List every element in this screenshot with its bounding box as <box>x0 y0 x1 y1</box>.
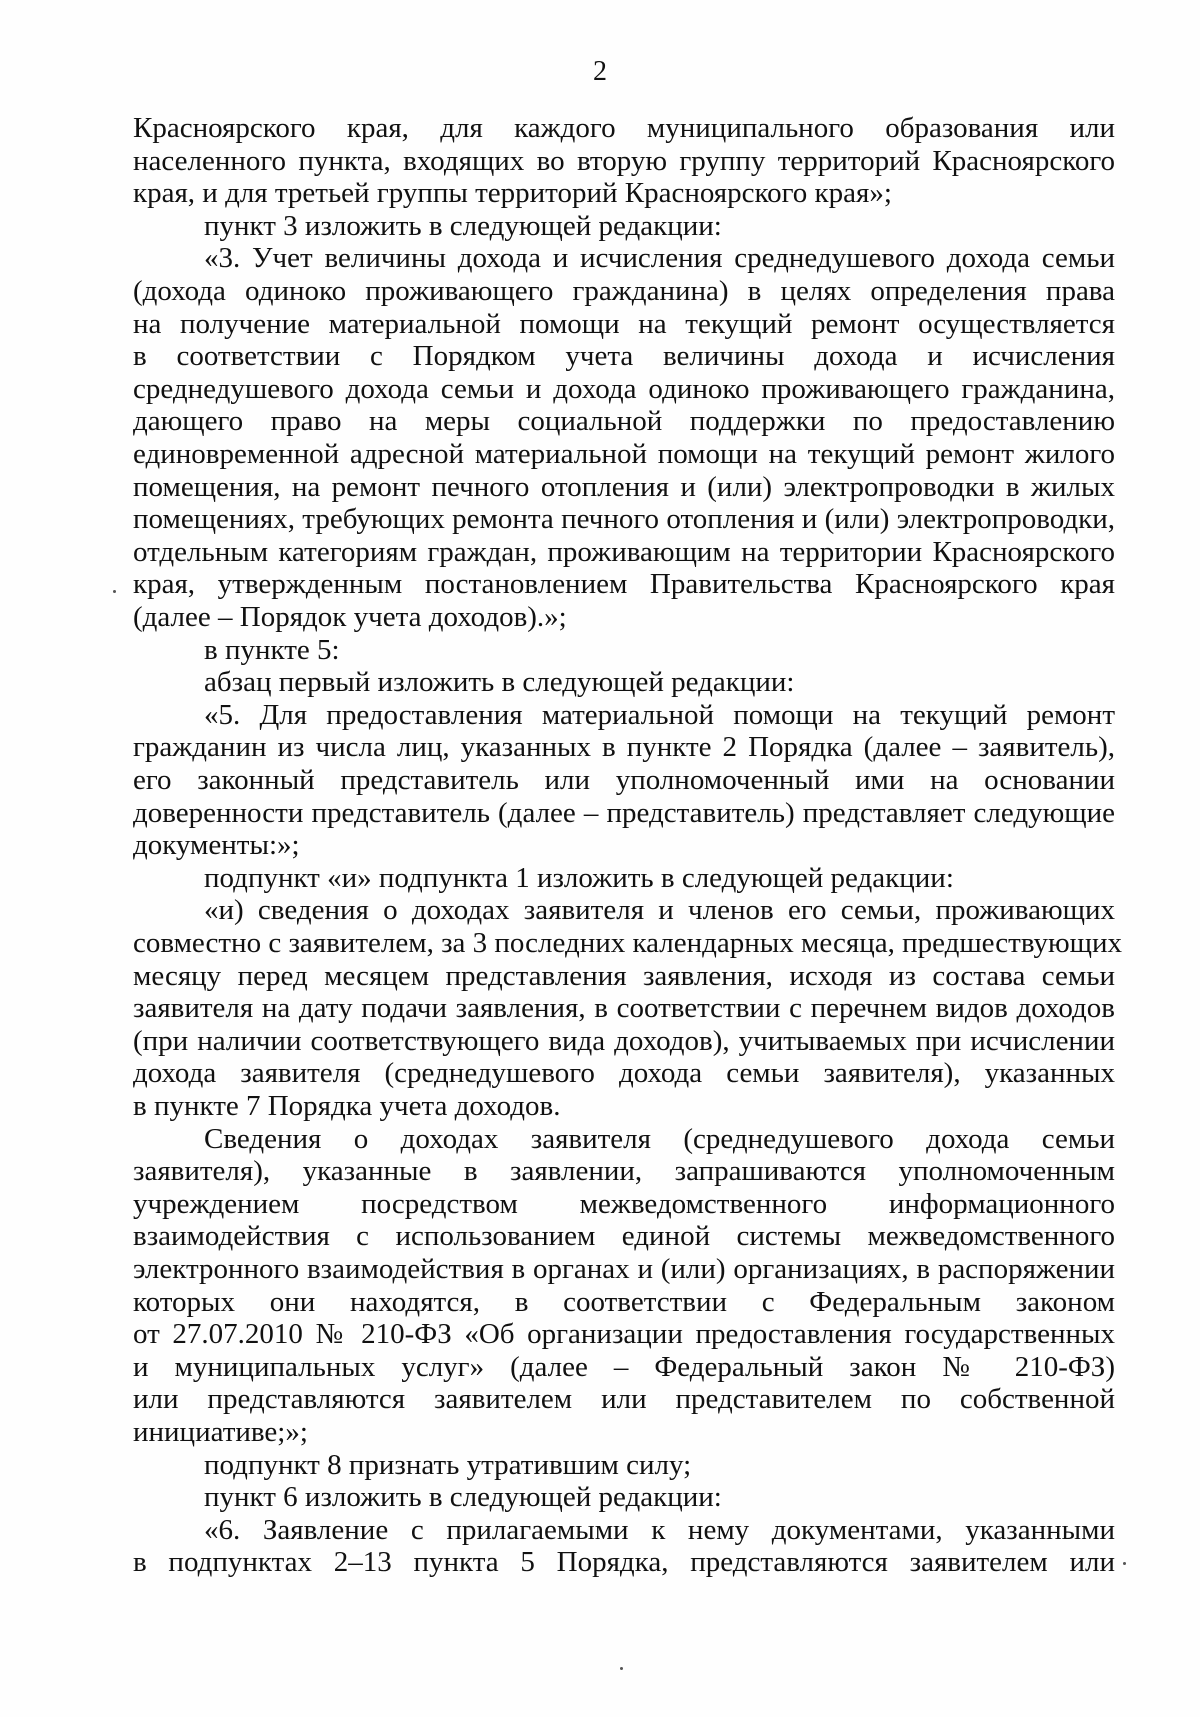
text-line: совместно с заявителем, за 3 последних календарных месяца, предшествующих <box>133 927 1123 959</box>
text-line: и муниципальных услуг» (далее – Федеральный закон № 210-ФЗ) <box>133 1350 1115 1383</box>
text-line: «и) сведения о доходах заявителя и членов его семьи, проживающих <box>204 894 1115 927</box>
text-line: «6. Заявление с прилагаемыми к нему документами, указанными <box>204 1513 1115 1546</box>
text-line: пункт 3 изложить в следующей редакции: <box>204 209 722 242</box>
text-line: документы:»; <box>133 829 300 862</box>
text-line: пункт 6 изложить в следующей редакции: <box>204 1481 722 1514</box>
text-line: заявителя на дату подачи заявления, в соответствии с перечнем видов доходов <box>133 992 1115 1025</box>
text-line: «3. Учет величины дохода и исчисления среднедушевого дохода семьи <box>204 242 1115 275</box>
text-line: от 27.07.2010 № 210-ФЗ «Об организации предоставления государственных <box>133 1318 1115 1351</box>
scan-speck <box>1123 1562 1126 1565</box>
text-line: единовременной адресной материальной помощи на текущий ремонт жилого <box>133 438 1115 470</box>
text-line: дающего право на меры социальной поддержки по предоставлению <box>133 405 1115 438</box>
text-line: которых они находятся, в соответствии с Федеральным законом <box>133 1285 1115 1318</box>
text-line: подпункт 8 признать утратившим силу; <box>204 1448 692 1481</box>
text-line: заявителя), указанные в заявлении, запрашиваются уполномоченным <box>133 1155 1115 1188</box>
text-line: Красноярского края, для каждого муниципального образования или <box>133 112 1115 144</box>
text-line: в пункте 7 Порядка учета доходов. <box>133 1090 561 1122</box>
text-line: подпункт «и» подпункта 1 изложить в следующей редакции: <box>204 861 954 894</box>
text-line: гражданин из числа лиц, указанных в пункте 2 Порядка (далее – заявитель), <box>133 731 1115 764</box>
text-line: (при наличии соответствующего вида доходов), учитываемых при исчислении <box>133 1024 1115 1057</box>
text-line: электронного взаимодействия в органах и (или) организациях, в распоряжении <box>133 1253 1115 1285</box>
text-line: в соответствии с Порядком учета величины дохода и исчисления <box>133 340 1115 373</box>
text-line: помещениях, требующих ремонта печного отопления и (или) электропроводки, <box>133 503 1115 536</box>
page-number: 2 <box>593 56 607 87</box>
text-line: «5. Для предоставления материальной помощи на текущий ремонт <box>204 698 1115 731</box>
text-line: в пункте 5: <box>204 633 340 666</box>
text-line: края, утвержденным постановлением Правительства Красноярского края <box>133 568 1115 601</box>
text-line: его законный представитель или уполномоченный ими на основании <box>133 764 1115 796</box>
text-line: края, и для третьей группы территорий Красноярского края»; <box>133 177 892 210</box>
text-line: инициативе;»; <box>133 1416 308 1448</box>
text-line: помещения, на ремонт печного отопления и (или) электропроводки в жилых <box>133 470 1115 503</box>
text-line: дохода заявителя (среднедушевого дохода семьи заявителя), указанных <box>133 1057 1115 1090</box>
text-line: в подпунктах 2–13 пункта 5 Порядка, представляются заявителем или <box>133 1546 1115 1579</box>
text-line: Сведения о доходах заявителя (среднедушевого дохода семьи <box>204 1122 1115 1155</box>
text-line: отдельным категориям граждан, проживающим на территории Красноярского <box>133 535 1115 568</box>
scan-speck <box>620 1667 623 1670</box>
text-line: доверенности представитель (далее – представитель) представляет следующие <box>133 796 1115 829</box>
text-line: месяцу перед месяцем представления заявления, исходя из состава семьи <box>133 959 1115 992</box>
text-line: на получение материальной помощи на текущий ремонт осуществляется <box>133 307 1115 340</box>
text-line: населенного пункта, входящих во вторую группу территорий Красноярского <box>133 144 1115 177</box>
text-line: абзац первый изложить в следующей редакции: <box>204 666 795 699</box>
text-line: или представляются заявителем или представителем по собственной <box>133 1383 1115 1416</box>
text-line: (дохода одиноко проживающего гражданина) в целях определения права <box>133 275 1115 307</box>
text-line: взаимодействия с использованием единой системы межведомственного <box>133 1220 1115 1253</box>
text-line: среднедушевого дохода семьи и дохода одиноко проживающего гражданина, <box>133 372 1115 405</box>
scan-speck <box>113 590 116 593</box>
text-line: учреждением посредством межведомственного информационного <box>133 1187 1115 1220</box>
text-line: (далее – Порядок учета доходов).»; <box>133 601 567 633</box>
